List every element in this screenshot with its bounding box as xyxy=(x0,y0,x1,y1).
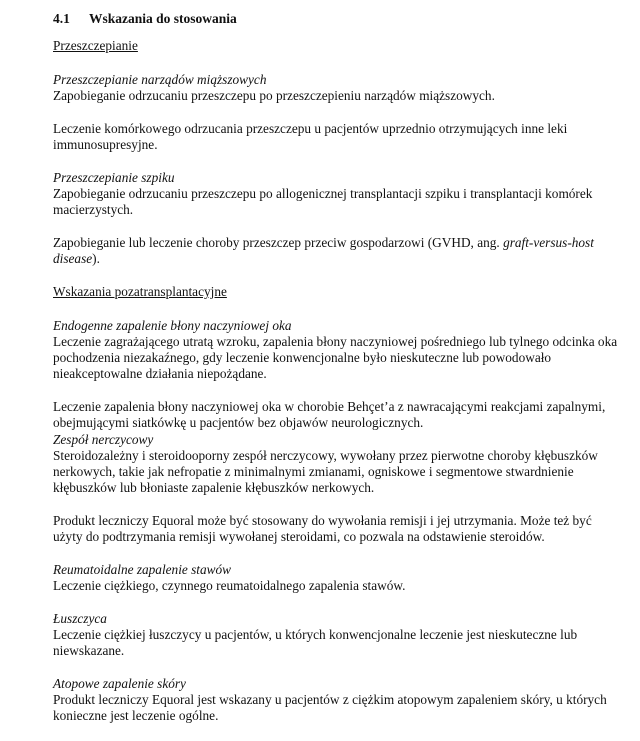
gvhd-text-italic: graft-versus-host disease xyxy=(53,235,594,266)
section-number: 4.1 xyxy=(53,11,70,26)
paragraph-uveitis-treatment: Leczenie zagrażającego utratą wzroku, zapalenia błony naczyniowej pośredniego lub tylnego odcinka oka pochodzenia niezakaźnego, gdy leczenie konwencjonalne było nieskuteczne lub powodowało nieakceptowalne działania niepożądane. xyxy=(53,334,618,381)
subheading-bone-marrow: Przeszczepianie szpiku xyxy=(53,170,175,185)
subheading-rheumatoid-arthritis: Reumatoidalne zapalenie stawów xyxy=(53,562,232,577)
paragraph-solid-organ-prevention: Zapobieganie odrzucaniu przeszczepu po przeszczepieniu narządów miąższowych. xyxy=(53,88,495,103)
subsection-title-transplantation: Przeszczepianie xyxy=(53,38,138,53)
gvhd-text-before: Zapobieganie lub leczenie choroby przeszczep przeciw gospodarzowi (GVHD, ang. xyxy=(53,235,504,250)
paragraph-bone-marrow-prevention: Zapobieganie odrzucaniu przeszczepu po allogenicznej transplantacji szpiku i transplantacji komórek macierzystych. xyxy=(53,186,593,217)
subsection-title-non-transplant: Wskazania pozatransplantacyjne xyxy=(53,284,227,299)
section-heading xyxy=(53,10,623,28)
document-page xyxy=(53,10,623,741)
subheading-uveitis: Endogenne zapalenie błony naczyniowej oka xyxy=(53,318,292,333)
subheading-psoriasis: Łuszczyca xyxy=(53,611,107,626)
paragraph-cellular-rejection: Leczenie komórkowego odrzucania przeszczepu u pacjentów uprzednio otrzymujących inne leki immunosupresyjne. xyxy=(53,121,568,152)
section-heading-title: Wskazania do stosowania xyxy=(89,11,237,26)
paragraph-nephrotic-syndrome: Steroidozależny i steroidooporny zespół nerczycowy, wywołany przez pierwotne choroby kłębuszków nerkowych, takie jak nefropatie z minimalnymi zmianami, ogniskowe i segmentowe stwardnienie kłębuszków lub błoniaste zapalenie kłębuszków nerkowych. xyxy=(53,448,598,495)
paragraph-remission: Produkt leczniczy Equoral może być stosowany do wywołania remisji i jej utrzymania. Może też być użyty do podtrzymania remisji wywołanej steroidami, co pozwala na odstawienie steroidów. xyxy=(53,513,592,544)
paragraph-rheumatoid-arthritis: Leczenie ciężkiego, czynnego reumatoidalnego zapalenia stawów. xyxy=(53,578,406,593)
paragraph-psoriasis: Leczenie ciężkiej łuszczycy u pacjentów, u których konwencjonalne leczenie jest nieskuteczne lub niewskazane. xyxy=(53,627,578,658)
gvhd-text-after: ). xyxy=(92,251,100,266)
paragraph-atopic-dermatitis: Produkt leczniczy Equoral jest wskazany u pacjentów z ciężkim atopowym zapaleniem skóry, u których konieczne jest leczenie ogólne. xyxy=(53,692,607,723)
subheading-nephrotic-syndrome: Zespół nerczycowy xyxy=(53,432,154,447)
paragraph-gvhd xyxy=(53,235,623,267)
paragraph-behcet: Leczenie zapalenia błony naczyniowej oka w chorobie Behçet’a z nawracającymi reakcjami zapalnymi, obejmującymi siatkówkę u pacjentów bez objawów neurologicznych. xyxy=(53,399,606,430)
subheading-solid-organ: Przeszczepianie narządów miąższowych xyxy=(53,72,267,87)
subheading-atopic-dermatitis: Atopowe zapalenie skóry xyxy=(53,676,186,691)
